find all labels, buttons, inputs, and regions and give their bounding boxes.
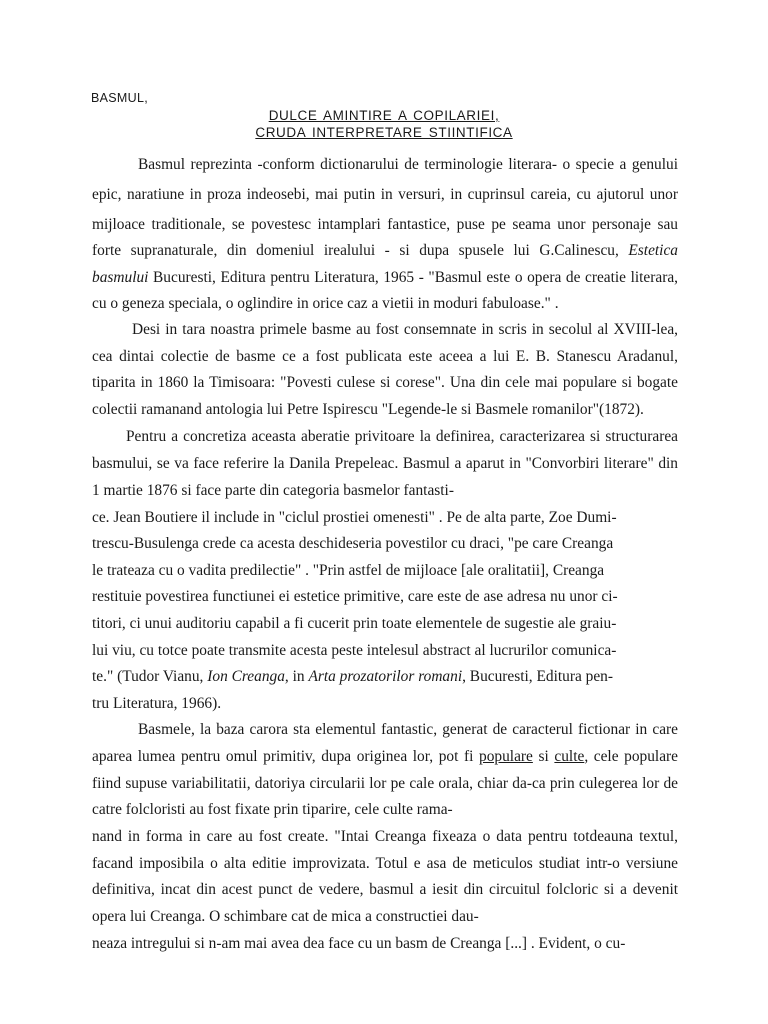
text-line: neaza intregului si n-am mai avea dea face cu un basm de Creanga [...] . Evident, o cu- (92, 935, 626, 952)
text-line: opera lui Creanga. O schimbare cat de mica a constructiei dau- (92, 908, 479, 925)
text-line: epic, naratiune in proza indeosebi, mai putin in versuri, in cuprinsul careia, cu ajutorul unor (92, 186, 678, 203)
text-line: trescu-Busulenga crede ca acesta deschideseria povestilor cu draci, "pe care Creanga (92, 535, 614, 552)
document-label: BASMUL, (91, 91, 148, 105)
text-line: restituie povestirea functiunei ei estetice primitive, care este de ase adresa nu unor ci- (92, 588, 618, 605)
text-line: basmului Bucuresti, Editura pentru Literatura, 1965 - "Basmul este o opera de creatie literara, (92, 269, 678, 286)
text-line: mijloace traditionale, se povestesc intamplari fantastice, puse pe seama unor personaje sau (92, 216, 678, 233)
text-line: Pentru a concretiza aceasta aberatie privitoare la definirea, caracterizarea si structurarea (126, 428, 678, 445)
text-line: tiparita in 1860 la Timisoara: "Povesti culese si corese". Una din cele mai populare si bogate (92, 374, 678, 391)
text-line: cea dintai colectie de basme ce a fost publicata este aceea a lui E. B. Stanescu Aradanul, (92, 348, 678, 365)
text-line: catre folcloristi au fost fixate prin tiparire, cele culte rama- (92, 801, 453, 818)
text-line: fiind supuse variabilitatii, datoriya circularii lor pe cale orala, chiar da-ca prin culegerea lor de (92, 775, 678, 792)
text-line: 1 martie 1876 si face parte din categoria basmelor fantasti- (92, 482, 454, 499)
title-line-1: DULCE AMINTIRE A COPILARIEI, (268, 108, 500, 123)
text-line: le trateaza cu o vadita predilectie" . "Prin astfel de mijloace [ale oralitatii], Creanga (92, 562, 605, 579)
text-line: lui viu, cu totce poate transmite acesta peste intelesul abstract al lucrurilor comunica- (92, 642, 617, 659)
text-line: Basmele, la baza carora sta elementul fantastic, generat de caracterul fictionar in care (138, 721, 678, 738)
text-line: Desi in tara noastra primele basme au fost consemnate in scris in secolul al XVIII-lea, (132, 321, 678, 338)
text-line: basmului, se va face referire la Danila Prepeleac. Basmul a aparut in "Convorbiri literare" din (92, 455, 678, 472)
text-line: tru Literatura, 1966). (92, 695, 222, 712)
text-line: facand imposibila o alta editie improvizata. Totul e asa de meticulos studiat intr-o versiune (92, 855, 678, 872)
text-line: titori, ci unui auditoriu capabil a fi cucerit prin toate elementele de sugestie ale graiu- (92, 615, 617, 632)
text-line: ce. Jean Boutiere il include in "ciclul prostiei omenesti" . Pe de alta parte, Zoe Dumi- (92, 509, 617, 526)
text-line: colectii ramanand antologia lui Petre Ispirescu "Legende-le si Basmele romanilor"(1872). (92, 401, 644, 418)
text-line: forte supranaturale, din domeniul irealului - si dupa spusele lui G.Calinescu, Estetica (92, 242, 678, 259)
text-line: Basmul reprezinta -conform dictionarului de terminologie literara- o specie a genului (138, 156, 678, 173)
text-line: aparea lumea pentru omul primitiv, dupa originea lor, pot fi populare si culte, cele populare (92, 748, 678, 765)
text-line: definitiva, incat din acest punct de vedere, basmul a iesit din circuitul folcloric si a devenit (92, 881, 678, 898)
text-line: cu o geneza speciala, o oglindire in orice caz a vietii in moduri fabuloase." . (92, 295, 559, 312)
text-line: te." (Tudor Vianu, Ion Creanga, in Arta prozatorilor romani, Bucuresti, Editura pen- (92, 668, 613, 685)
text-line: nand in forma in care au fost create. "Intai Creanga fixeaza o data pentru totdeauna textul, (92, 828, 678, 845)
title-line-2: CRUDA INTERPRETARE STIINTIFICA (255, 125, 513, 140)
